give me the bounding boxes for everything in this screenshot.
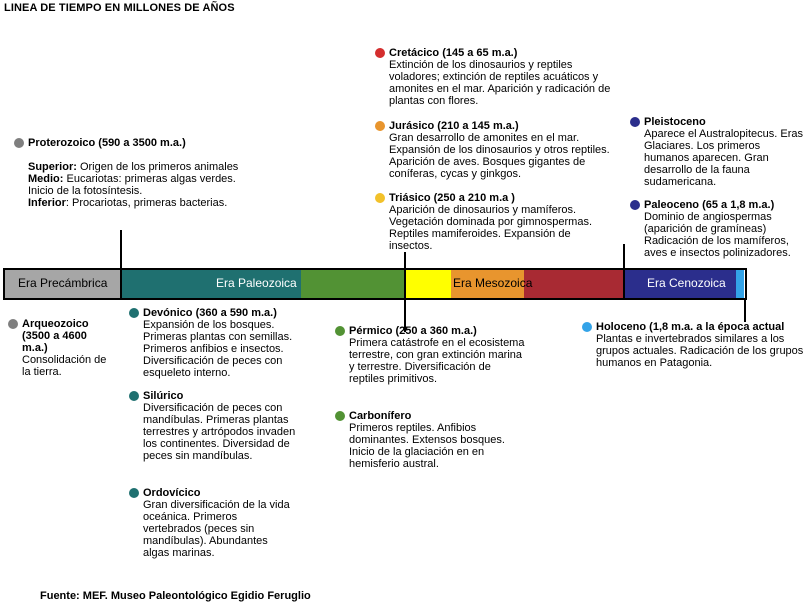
period-desc: Primeros reptiles. Anfibios dominantes. Extensos bosques. Inicio de la glaciación en en hemisferio austral.	[349, 422, 505, 470]
period-title	[349, 325, 527, 337]
period-title-text: Cretácico (145 a 65 m.a.)	[389, 47, 518, 59]
period-desc: Primera catástrofe en el ecosistema terrestre, con gran extinción marina y terrestre. Diversificación de reptiles primitivos.	[349, 337, 525, 385]
connector-triasico	[404, 252, 406, 268]
period-desc: Aparición de dinosaurios y mamíferos. Vegetación dominada por gimnospermas. Reptiles mamiferoides. Expansión de insectos.	[389, 204, 593, 252]
period-desc: Diversificación de peces con mandíbulas. Primeras plantas terrestres y artrópodos invaden los continentes. Diversidad de peces sin mandíbulas.	[143, 402, 296, 462]
period-permico	[349, 325, 527, 385]
period-devonico	[143, 307, 303, 379]
bullet-icon	[335, 326, 345, 336]
period-title-text: Holoceno (1,8 m.a. a la época actual	[596, 321, 785, 333]
period-title-text: Silúrico	[143, 390, 184, 402]
period-title	[389, 192, 599, 204]
period-title-text: Proterozoico (590 a 3500 m.a.)	[28, 137, 186, 149]
period-cretacico	[389, 47, 621, 107]
bullet-icon	[630, 200, 640, 210]
period-title	[644, 116, 804, 128]
bullet-icon	[375, 121, 385, 131]
bullet-icon	[129, 488, 139, 498]
period-title	[349, 410, 527, 422]
label-medio: Medio:	[28, 173, 64, 185]
period-proterozoico	[28, 137, 248, 209]
period-title	[28, 137, 248, 149]
bullet-icon	[375, 48, 385, 58]
divider-mesozoica-cenozoica	[623, 268, 625, 300]
period-desc: Expansión de los bosques. Primeras plantas con semillas. Primeros anfibios e insectos. Diversificación de peces con esqueleto interno.	[143, 319, 293, 379]
source-credit: Fuente: MEF. Museo Paleontológico Egidio Feruglio	[40, 590, 311, 602]
bullet-icon	[630, 117, 640, 127]
text-medio: Eucariotas: primeras algas verdes. Inicio de la fotosíntesis.	[28, 173, 236, 197]
era-label-precambrica: Era Precámbrica	[18, 276, 108, 290]
period-desc: Plantas e invertebrados similares a los grupos actuales. Radicación de los grupos humanos en Patagonia.	[596, 333, 804, 369]
period-triasico	[389, 192, 599, 252]
label-inferior: Inferior	[28, 197, 66, 209]
period-title-text: Pérmico (250 a 360 m.a.)	[349, 325, 477, 337]
text-inferior: : Procariotas, primeras bacterias.	[65, 197, 228, 209]
period-desc: Gran diversificación de la vida oceánica. Primeros vertebrados (peces sin mandíbulas). Abundantes algas marinas.	[143, 499, 290, 559]
period-title-text: Jurásico (210 a 145 m.a.)	[389, 120, 519, 132]
period-desc: Aparece el Australopitecus. Eras Glaciares. Los primeros humanos aparecen. Gran desarrollo de la fauna sudamericana.	[644, 128, 803, 188]
period-desc: Consolidación de la tierra.	[22, 354, 107, 378]
band-paleozoica-late	[301, 268, 405, 300]
period-desc: Gran desarrollo de amonites en el mar. Expansión de los dinosaurios y otros reptiles. Aparición de aves. Bosques gigantes de coníferas, cycas y ginkgos.	[389, 132, 610, 180]
period-title-text: Pleistoceno	[644, 116, 706, 128]
bullet-icon	[8, 319, 18, 329]
period-title-text: Arqueozoico (3500 a 4600 m.a.)	[22, 318, 89, 354]
era-label-mesozoica: Era Mesozoica	[453, 276, 533, 290]
period-arqueozoico	[22, 318, 114, 378]
period-holoceno	[596, 321, 804, 369]
connector-proterozoico	[120, 230, 122, 268]
bullet-icon	[129, 308, 139, 318]
period-title-text: Carbonífero	[349, 410, 412, 422]
bullet-icon	[335, 411, 345, 421]
period-title	[143, 487, 291, 499]
band-cretacico	[524, 268, 624, 300]
connector-holoceno	[744, 300, 746, 322]
period-desc: Extinción de los dinosaurios y reptiles voladores; extinción de reptiles acuáticos y amonites en el mar. Aparición y radicación de plantas con flores.	[389, 59, 611, 107]
period-pleistoceno	[644, 116, 804, 188]
period-desc: Dominio de angiospermas (aparición de gramíneas) Radicación de los mamíferos, aves e insectos polinizadores.	[644, 211, 791, 259]
period-title	[596, 321, 804, 333]
period-title	[143, 307, 303, 319]
text-superior: Origen de los primeros animales	[76, 161, 239, 173]
period-title-text: Ordovícico	[143, 487, 201, 499]
period-title-text: Devónico (360 a 590 m.a.)	[143, 307, 277, 319]
connector-cenozoico	[623, 244, 625, 268]
period-title	[389, 120, 611, 132]
period-ordovicico	[143, 487, 291, 559]
period-carbonifero	[349, 410, 527, 470]
era-label-cenozoica: Era Cenozoica	[647, 276, 726, 290]
band-holoceno	[736, 268, 744, 300]
bullet-icon	[129, 391, 139, 401]
bullet-icon	[14, 138, 24, 148]
divider-paleozoica-mesozoica	[404, 268, 406, 300]
band-triasico	[405, 268, 451, 300]
label-superior: Superior:	[28, 161, 77, 173]
period-silurico	[143, 390, 305, 462]
period-title	[22, 318, 114, 354]
diagram-title: LINEA DE TIEMPO EN MILLONES DE AÑOS	[4, 2, 235, 14]
period-title	[389, 47, 621, 59]
bullet-icon	[582, 322, 592, 332]
bullet-icon	[375, 193, 385, 203]
era-label-paleozoica: Era Paleozoica	[216, 276, 297, 290]
period-title-text: Paleoceno (65 a 1,8 m.a.)	[644, 199, 775, 211]
period-desc	[28, 161, 248, 209]
period-title-text: Triásico (250 a 210 m.a )	[389, 192, 515, 204]
period-title	[143, 390, 305, 402]
period-jurasico	[389, 120, 611, 180]
divider-precambrica-paleozoica	[120, 268, 122, 300]
period-paleoceno	[644, 199, 804, 259]
period-title	[644, 199, 804, 211]
